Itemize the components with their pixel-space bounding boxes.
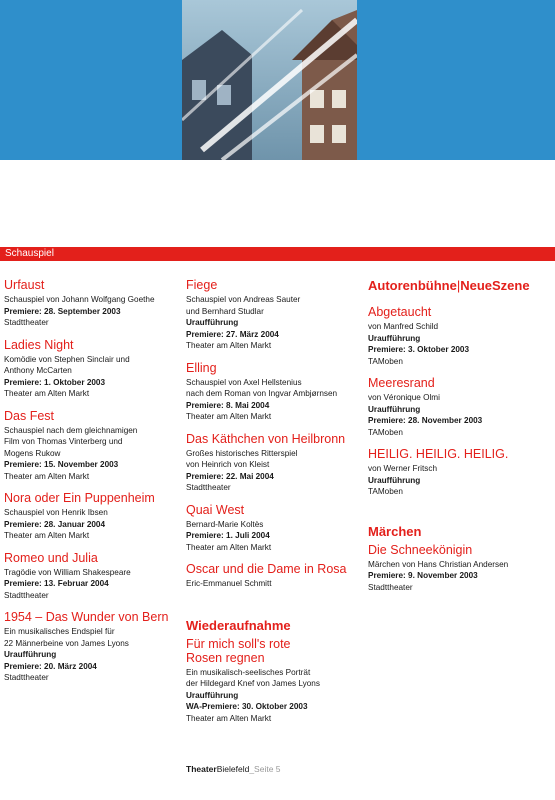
column-autorenbuehne: [368, 278, 553, 602]
play-venue: Stadttheater: [4, 318, 49, 327]
play-desc: Ein musikalisch-seelisches Porträt: [186, 667, 311, 677]
play-desc: Film von Thomas Vinterberg und: [4, 437, 123, 446]
play-venue: Theater am Alten Markt: [4, 389, 90, 398]
play-venue: Theater am Alten Markt: [186, 412, 272, 421]
play-venue: Theater am Alten Markt: [186, 713, 272, 723]
play-desc: von Werner Fritsch: [368, 464, 438, 473]
page-footer: [186, 764, 281, 774]
footer-page-number: _Seite 5: [249, 764, 281, 774]
play-title: Das Fest: [4, 408, 55, 423]
play-premiere: WA-Premiere: 30. Oktober 2003: [186, 702, 308, 711]
play-venue: Stadttheater: [4, 590, 49, 600]
play-desc: der Hildegard Knef von James Lyons: [186, 679, 320, 688]
play-venue: Stadttheater: [186, 483, 231, 492]
autorenbuehne-heading: [368, 278, 553, 293]
section-band: [0, 247, 555, 261]
play-title: Quai West: [186, 502, 245, 517]
play-entry: [4, 551, 184, 602]
play-title: Romeo und Julia: [4, 550, 98, 565]
play-premiere: Premiere: 3. Oktober 2003: [368, 345, 470, 354]
play-premiere: Premiere: 27. März 2004: [186, 329, 279, 339]
play-title: Oscar und die Dame in Rosa: [186, 562, 347, 576]
play-desc: Tragödie von William Shakespeare: [4, 567, 131, 577]
play-title: Die Schneekönigin: [368, 542, 473, 557]
play-venue: Theater am Alten Markt: [4, 531, 90, 540]
hero-photo: [182, 0, 357, 160]
footer-brand: Bielefeld: [216, 764, 250, 774]
play-premiere: Premiere: 28. November 2003: [368, 416, 483, 425]
heading-part-a: Autorenbühne: [368, 278, 457, 293]
play-venue: Theater am Alten Markt: [186, 542, 272, 552]
heading-separator: |: [456, 278, 461, 293]
play-desc: Schauspiel nach dem gleichnamigen: [4, 425, 138, 435]
hero-banner: [0, 0, 555, 160]
play-entry: [186, 637, 366, 725]
play-desc: Eric-Emmanuel Schmitt: [186, 579, 272, 588]
play-desc: Schauspiel von Johann Wolfgang Goethe: [4, 295, 155, 304]
play-desc: nach dem Roman von Ingvar Ambjørnsen: [186, 389, 338, 398]
play-desc: Märchen von Hans Christian Andersen: [368, 559, 509, 569]
play-desc: Schauspiel von Andreas Sauter: [186, 295, 301, 304]
play-desc: Bernard-Marie Koltès: [186, 519, 264, 529]
play-uraufuehrung: Uraufführung: [186, 318, 239, 327]
play-title: Fiege: [186, 278, 218, 292]
play-desc: Komödie von Stephen Sinclair und: [4, 354, 130, 364]
play-venue: Theater am Alten Markt: [186, 341, 272, 350]
play-entry: [186, 278, 366, 352]
play-entry: [186, 432, 366, 494]
play-desc: Ein musikalisches Endspiel für: [4, 627, 115, 636]
play-uraufuehrung: Uraufführung: [4, 650, 57, 659]
play-entry: [4, 338, 184, 400]
play-desc: Schauspiel von Henrik Ibsen: [4, 508, 108, 517]
play-venue: TAMoben: [368, 427, 403, 437]
play-entry: [368, 376, 553, 438]
play-premiere: Premiere: 9. November 2003: [368, 571, 478, 580]
play-title: Meeresrand: [368, 376, 435, 390]
play-title: Rosen regnen: [186, 650, 265, 665]
play-desc: Mogens Rukow: [4, 448, 61, 458]
play-entry: [368, 447, 553, 498]
play-title: Urfaust: [4, 278, 45, 292]
play-desc: von Manfred Schild: [368, 322, 439, 331]
play-title: Nora oder Ein Puppenheim: [4, 491, 155, 505]
play-uraufuehrung: Uraufführung: [368, 333, 421, 343]
play-desc: 22 Männerbeine von James Lyons: [4, 638, 129, 648]
play-entry: [186, 361, 366, 423]
play-uraufuehrung: Uraufführung: [186, 690, 239, 700]
column-schauspiel-2: [186, 278, 366, 733]
play-venue: Theater am Alten Markt: [4, 471, 90, 481]
play-desc: Anthony McCarten: [4, 366, 72, 375]
play-premiere: Premiere: 1. Juli 2004: [186, 531, 270, 540]
play-title: Ladies Night: [4, 337, 74, 352]
play-desc: Großes historisches Ritterspiel: [186, 448, 298, 458]
play-desc: von Véronique Olmi: [368, 393, 440, 402]
play-entry: [4, 409, 184, 483]
play-premiere: Premiere: 8. Mai 2004: [186, 400, 270, 410]
section-band-label: Schauspiel: [5, 248, 54, 259]
play-premiere: Premiere: 20. März 2004: [4, 661, 97, 671]
play-entry: [368, 543, 553, 594]
play-premiere: Premiere: 13. Februar 2004: [4, 579, 109, 588]
footer-brand-bold: Theater: [186, 764, 217, 774]
play-entry: [4, 491, 184, 542]
play-premiere: Premiere: 22. Mai 2004: [186, 471, 274, 481]
play-desc: Schauspiel von Axel Hellstenius: [186, 377, 302, 387]
play-title: Für mich soll's rote: [186, 636, 291, 651]
play-premiere: Premiere: 28. Januar 2004: [4, 519, 106, 529]
play-venue: Stadttheater: [4, 673, 49, 682]
play-title: HEILIG. HEILIG. HEILIG.: [368, 447, 509, 461]
play-premiere: Premiere: 1. Oktober 2003: [4, 377, 106, 387]
play-desc: von Heinrich von Kleist: [186, 460, 270, 469]
play-entry: [186, 562, 366, 590]
play-uraufuehrung: Uraufführung: [368, 404, 421, 414]
wiederaufnahme-heading: Wiederaufnahme: [186, 617, 291, 633]
play-venue: TAMoben: [368, 487, 403, 496]
heading-part-b: NeueSzene: [460, 278, 530, 293]
play-entry: [4, 610, 184, 684]
play-venue: TAMoben: [368, 356, 403, 366]
play-premiere: Premiere: 15. November 2003: [4, 460, 119, 469]
maerchen-heading: Märchen: [368, 523, 422, 539]
play-title: Elling: [186, 360, 217, 375]
play-venue: Stadttheater: [368, 582, 413, 592]
play-title: 1954 – Das Wunder von Bern: [4, 610, 169, 624]
play-title: Das Käthchen von Heilbronn: [186, 431, 346, 446]
play-entry: [368, 305, 553, 367]
play-premiere: Premiere: 28. September 2003: [4, 306, 121, 316]
column-schauspiel-1: [4, 278, 184, 693]
play-entry: [186, 503, 366, 554]
play-desc: und Bernhard Studlar: [186, 306, 264, 316]
play-title: Abgetaucht: [368, 305, 432, 319]
play-uraufuehrung: Uraufführung: [368, 475, 421, 485]
play-entry: [4, 278, 184, 329]
